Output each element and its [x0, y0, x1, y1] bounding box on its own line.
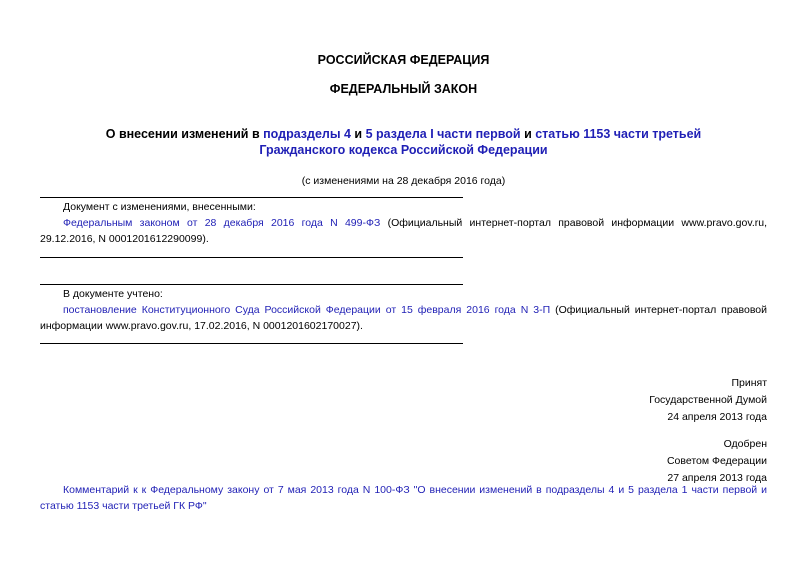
title-link-subdivisions-4[interactable]: подразделы 4 [263, 127, 351, 141]
adopted-line-3: 24 апреля 2013 года [667, 411, 767, 423]
approved-line-1: Одобрен [723, 438, 767, 450]
title-link-section-1[interactable]: 5 раздела I части первой [365, 127, 521, 141]
considered-text [40, 302, 767, 334]
title-text-3: и [520, 127, 536, 141]
country-heading: РОССИЙСКАЯ ФЕДЕРАЦИЯ [317, 53, 490, 67]
approved-line-3: 27 апреля 2013 года [667, 472, 767, 484]
changes-law-link[interactable]: Федеральным законом от 28 декабря 2016 года N 499-ФЗ [63, 217, 381, 229]
commentary-paragraph [40, 482, 767, 514]
considered-block [40, 286, 767, 334]
doc-type-heading: ФЕДЕРАЛЬНЫЙ ЗАКОН [329, 82, 478, 96]
considered-intro: В документе учтено: [63, 288, 163, 300]
adopted-block [649, 375, 767, 426]
changes-text [40, 215, 767, 247]
commentary-link[interactable]: Комментарий к к Федеральному закону от 7 мая 2013 года N 100-ФЗ "О внесении изменений в подразделы 4 и 5 раздела 1 части первой и статью 1153 части третьей ГК РФ" [40, 484, 767, 512]
court-ruling-link[interactable]: постановление Конституционного Суда Российской Федерации от 15 февраля 2016 года N 3-П [63, 304, 551, 316]
divider [40, 197, 463, 198]
changes-source: (Официальный интернет-портал правовой информации www.pravo.gov.ru, 29.12.2016, N 0001201612290099). [40, 217, 768, 245]
title-link-civil-code[interactable]: Гражданского кодекса Российской Федерации [259, 143, 548, 157]
approved-line-2: Советом Федерации [666, 455, 767, 467]
divider [40, 257, 463, 258]
approved-block [667, 436, 767, 487]
amendment-note: (с изменениями на 28 декабря 2016 года) [301, 175, 506, 187]
adopted-line-1: Принят [731, 377, 767, 389]
law-title [40, 126, 767, 158]
adopted-line-2: Государственной Думой [649, 394, 767, 406]
title-text-1: О внесении изменений в [105, 127, 264, 141]
title-link-article-1153[interactable]: статью 1153 части третьей [535, 127, 702, 141]
divider [40, 284, 463, 285]
considered-source: (Официальный интернет-портал правовой информации www.pravo.gov.ru, 17.02.2016, N 0001201602170027). [40, 304, 767, 332]
title-text-2: и [350, 127, 366, 141]
divider [40, 343, 463, 344]
changes-intro: Документ с изменениями, внесенными: [63, 201, 256, 213]
changes-block [40, 199, 767, 247]
